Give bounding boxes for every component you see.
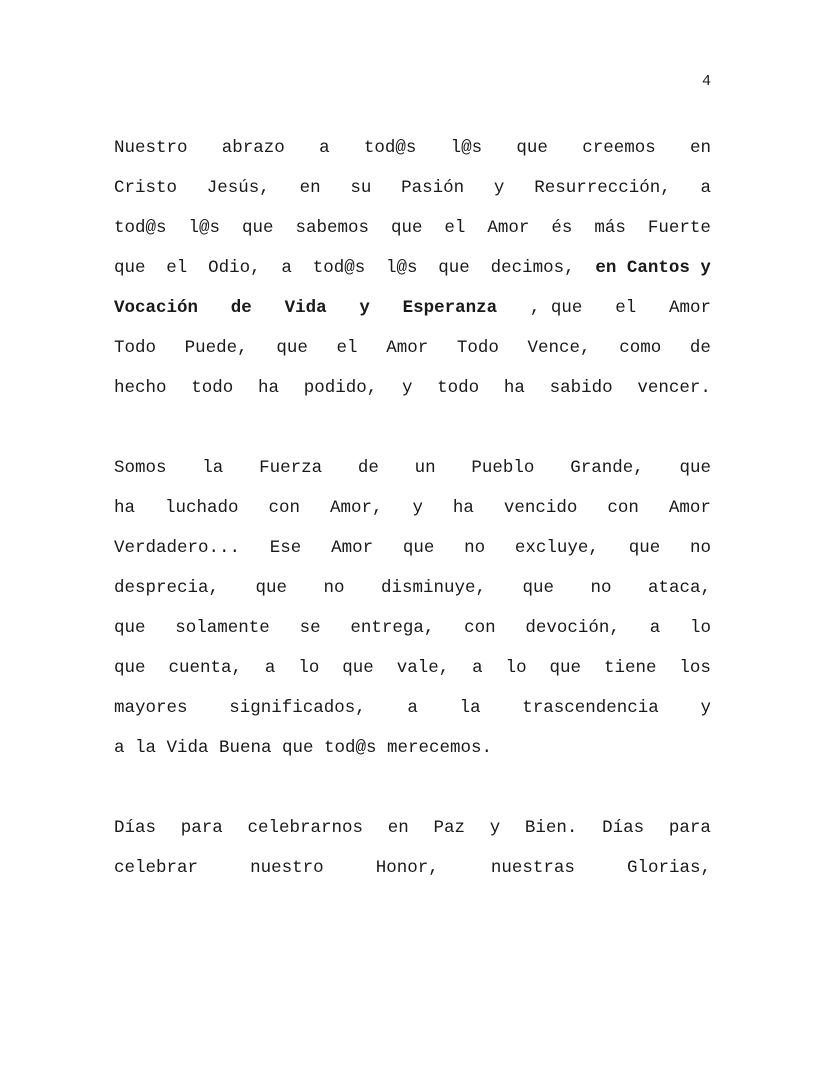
page-number: 4 <box>701 73 711 90</box>
text-run: Nuestro <box>114 138 188 158</box>
text-run: en <box>299 178 321 198</box>
text-run: lo <box>505 658 527 678</box>
text-run: que <box>342 658 374 678</box>
text-run: y <box>489 818 501 838</box>
text-run: Ese <box>269 538 302 558</box>
text-run: Odio, <box>208 258 261 278</box>
text-line <box>114 328 711 368</box>
text-run: celebrar <box>114 858 199 878</box>
text-run: que <box>114 258 146 278</box>
text-run: con <box>607 498 639 518</box>
text-run: tiene <box>603 658 657 678</box>
text-run: Resurrección, <box>534 178 671 198</box>
text-run: Cristo <box>114 178 178 198</box>
text-run: que <box>628 538 661 558</box>
bold-text-run: Vocación <box>114 298 199 318</box>
text-run: Bien. <box>524 818 578 838</box>
text-run: Puede, <box>184 338 248 358</box>
text-run: disminuye, <box>380 578 486 598</box>
text-run: Fuerza <box>259 458 323 478</box>
text-run: , que <box>529 298 583 318</box>
text-run: y <box>493 178 505 198</box>
text-run: nuestras <box>490 858 575 878</box>
text-run: todo <box>437 378 480 398</box>
text-run: a <box>281 258 292 278</box>
text-line <box>114 128 711 168</box>
text-line <box>114 528 711 568</box>
text-run: Somos <box>114 458 167 478</box>
text-run: el <box>615 298 637 318</box>
text-run: en <box>689 138 711 158</box>
text-run: los <box>679 658 711 678</box>
text-run: l@s <box>450 138 483 158</box>
text-run: que <box>402 538 435 558</box>
text-run: Todo <box>114 338 157 358</box>
text-run: Grande, <box>570 458 644 478</box>
text-run: un <box>414 458 436 478</box>
text-line <box>114 288 711 328</box>
text-run: más <box>594 218 626 238</box>
text-run: trascendencia <box>522 698 659 718</box>
text-line <box>114 208 711 248</box>
text-run: a <box>264 658 276 678</box>
text-run: a <box>649 618 661 638</box>
text-run: no <box>689 538 711 558</box>
text-run: nuestro <box>250 858 324 878</box>
text-line <box>114 808 711 848</box>
text-run: Días <box>114 818 157 838</box>
text-run: sabido <box>549 378 613 398</box>
text-run: que <box>255 578 288 598</box>
text-run: Días <box>602 818 645 838</box>
text-run: no <box>323 578 345 598</box>
text-run: entrega, <box>350 618 435 638</box>
text-run: vencer. <box>637 378 711 398</box>
text-run: tod@s <box>114 218 167 238</box>
text-run: tod@s <box>312 258 366 278</box>
text-run: mayores <box>114 698 188 718</box>
text-run: ha <box>114 498 136 518</box>
text-line <box>114 368 711 408</box>
text-run: Fuerte <box>647 218 711 238</box>
text-run: se <box>299 618 321 638</box>
text-run: con <box>464 618 496 638</box>
paragraph <box>114 808 711 888</box>
text-run: que <box>522 578 554 598</box>
text-run: l@s <box>385 258 418 278</box>
text-run: que <box>241 218 274 238</box>
text-run: celebrarnos <box>247 818 363 838</box>
text-run: con <box>268 498 300 518</box>
text-run: vencido <box>503 498 578 518</box>
text-run: Pueblo <box>471 458 535 478</box>
text-run: és <box>551 218 573 238</box>
text-run: sabemos <box>295 218 369 238</box>
text-line <box>114 688 711 728</box>
text-line <box>114 648 711 688</box>
text-run: Amor <box>331 538 374 558</box>
text-run: podido, <box>303 378 378 398</box>
text-run: Amor <box>668 298 711 318</box>
text-line <box>114 568 711 608</box>
text-run: Amor <box>668 498 711 518</box>
text-run: de <box>689 338 711 358</box>
text-run: Amor <box>487 218 530 238</box>
text-run: cuenta, <box>168 658 242 678</box>
text-run: a <box>472 658 483 678</box>
text-run: excluye, <box>514 538 599 558</box>
text-run: el <box>166 258 188 278</box>
bold-text-run: y <box>359 298 370 318</box>
text-line <box>114 848 711 888</box>
text-run: Jesús, <box>206 178 270 198</box>
text-line <box>114 608 711 648</box>
text-run: a <box>407 698 418 718</box>
text-run: no <box>590 578 612 598</box>
text-run: lo <box>689 618 711 638</box>
text-line <box>114 168 711 208</box>
text-run: Vence, <box>527 338 591 358</box>
text-run: el <box>336 338 358 358</box>
paragraph <box>114 448 711 768</box>
bold-text-run: Esperanza <box>402 298 498 318</box>
text-run: Todo <box>456 338 499 358</box>
text-run: lo <box>298 658 320 678</box>
text-run: que <box>114 618 146 638</box>
document-body <box>114 128 711 888</box>
text-run: que <box>679 458 711 478</box>
text-run: ha <box>452 498 474 518</box>
text-run: ha <box>503 378 525 398</box>
text-run: de <box>357 458 379 478</box>
text-run: vale, <box>396 658 450 678</box>
text-run: la <box>459 698 481 718</box>
text-run: a la Vida Buena que tod@s merecemos. <box>114 738 493 758</box>
text-run: creemos <box>582 138 656 158</box>
text-run: Honor, <box>375 858 439 878</box>
text-run: y <box>401 378 413 398</box>
text-run: que <box>114 658 146 678</box>
text-run: Paz <box>433 818 465 838</box>
text-run: que <box>549 658 582 678</box>
text-run: solamente <box>175 618 270 638</box>
text-run: que <box>438 258 470 278</box>
text-run: en <box>387 818 409 838</box>
text-run: tod@s <box>363 138 417 158</box>
text-run: desprecia, <box>114 578 220 598</box>
text-run: que <box>390 218 423 238</box>
text-run: ataca, <box>647 578 711 598</box>
text-run: y <box>412 498 423 518</box>
text-run: todo <box>191 378 234 398</box>
text-run: decimos, <box>490 258 575 278</box>
text-run: Glorias, <box>626 858 711 878</box>
text-run: para <box>180 818 223 838</box>
text-run: no <box>464 538 486 558</box>
text-run: la <box>202 458 224 478</box>
text-run: l@s <box>188 218 220 238</box>
text-run: significados, <box>229 698 366 718</box>
paragraph <box>114 128 711 408</box>
text-run: el <box>444 218 466 238</box>
text-run: su <box>350 178 372 198</box>
bold-text-run: de <box>230 298 252 318</box>
text-run: que <box>276 338 308 358</box>
text-run: Amor <box>386 338 429 358</box>
text-line <box>114 448 711 488</box>
text-run: ha <box>257 378 279 398</box>
text-run: para <box>668 818 711 838</box>
text-run: a <box>319 138 330 158</box>
text-run: Verdadero... <box>114 538 241 558</box>
text-run: a <box>700 178 711 198</box>
text-run: que <box>516 138 548 158</box>
text-run: Amor, <box>329 498 383 518</box>
text-run: luchado <box>164 498 239 518</box>
text-run: devoción, <box>525 618 620 638</box>
text-line <box>114 248 711 288</box>
bold-text-run: Vida <box>284 298 327 318</box>
text-run: como <box>619 338 662 358</box>
text-run: y <box>700 698 711 718</box>
text-run: abrazo <box>221 138 285 158</box>
text-run: Pasión <box>401 178 465 198</box>
text-run: hecho <box>114 378 167 398</box>
text-line <box>114 488 711 528</box>
text-line <box>114 728 711 768</box>
bold-text-run: en Cantos y <box>595 258 711 278</box>
